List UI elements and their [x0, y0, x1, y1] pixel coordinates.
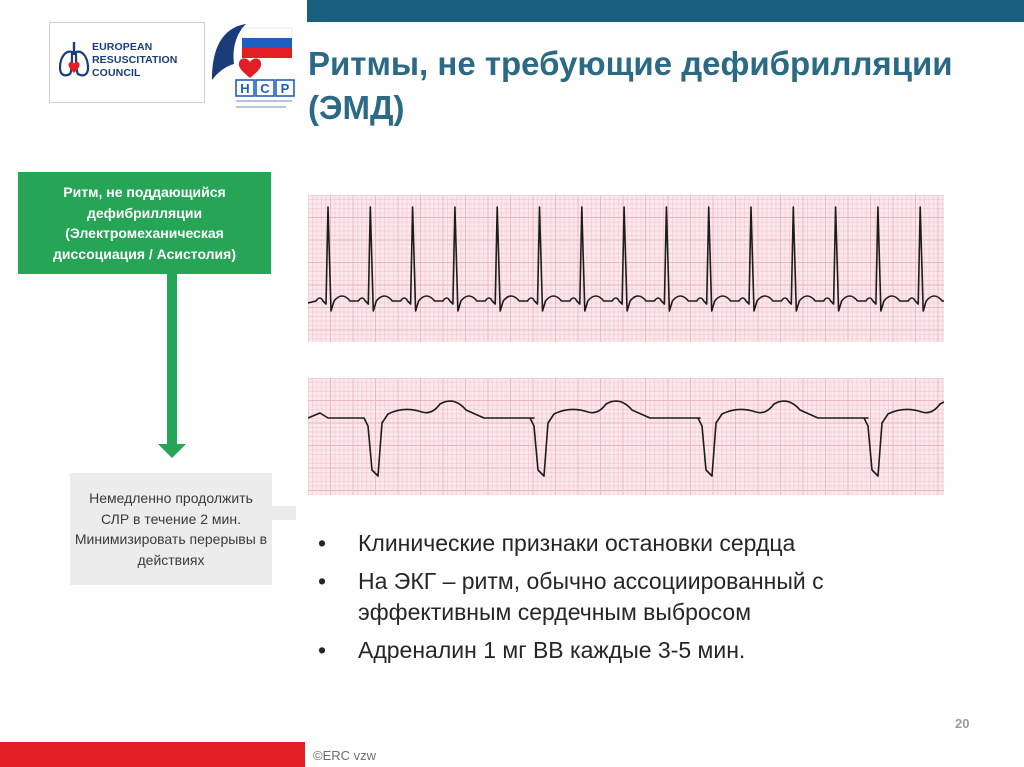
ncp-letter: Н: [240, 81, 250, 96]
slide-title: Ритмы, не требующие дефибрилляции (ЭМД): [308, 45, 953, 126]
down-arrow-icon: [158, 444, 186, 458]
flow-box-non-shockable-rhythm: Ритм, не поддающийся дефибрилляции (Электромеханическая диссоциация / Асистолия): [18, 172, 271, 274]
flow-box-continue-cpr: Немедленно продолжить СЛР в течение 2 мин. Минимизировать перерывы в действиях: [70, 473, 272, 585]
ncp-letter: Р: [280, 81, 290, 96]
erc-logo: [49, 22, 205, 103]
ncp-letters: [236, 80, 294, 96]
bullet-symbol: •: [318, 568, 327, 594]
lungs-heart-logo-icon: [58, 39, 90, 81]
page-number: 20: [955, 716, 970, 731]
erc-logo-line: RESUSCITATION: [92, 54, 178, 66]
bullet-item: [318, 528, 958, 559]
ncp-heart-flag-logo-icon: [206, 22, 298, 116]
footer-copyright: ©ERC vzw: [313, 748, 377, 763]
footer-red-bar: [0, 742, 305, 767]
bullet-list: [318, 528, 958, 673]
ecg-strip-tachycardia: [308, 195, 944, 342]
erc-logo-text: [92, 41, 178, 80]
erc-logo-line: EUROPEAN: [92, 41, 153, 53]
bullet-item: [318, 635, 958, 666]
bullet-text: Адреналин 1 мг ВВ каждые 3-5 мин.: [358, 637, 746, 663]
bullet-text: Клинические признаки остановки сердца: [358, 530, 796, 556]
ecg-strip-wide-complex: [308, 378, 944, 495]
flow-arrow-shaft: [167, 274, 177, 446]
bullet-text: На ЭКГ – ритм, обычно ассоциированный с эффективным сердечным выбросом: [358, 568, 824, 625]
right-arrow-icon: [272, 506, 296, 520]
bullet-symbol: •: [318, 637, 327, 663]
bullet-item: [318, 566, 958, 628]
ncp-letter: С: [260, 81, 270, 96]
bullet-symbol: •: [318, 530, 327, 556]
erc-logo-line: COUNCIL: [92, 67, 141, 79]
header-bar: [307, 0, 1024, 22]
